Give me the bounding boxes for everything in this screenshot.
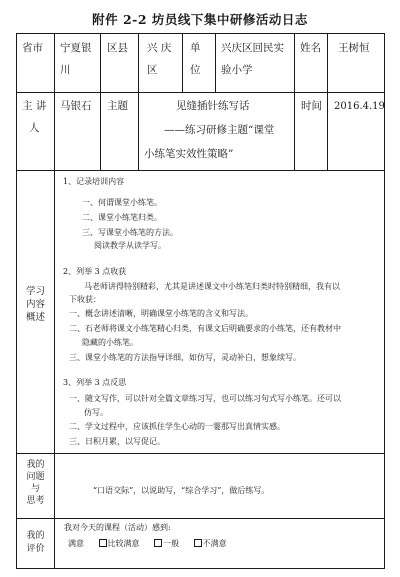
topic-line1: 见缝插针练写话 [176,100,250,112]
list-item: 阅读教学从读学写。 [94,241,166,250]
province-value-line2: 川 [60,64,71,76]
lecturer-value: 马银石 [60,100,92,112]
unit-label-line2: 位 [190,64,201,76]
section3-heading: 3、列举 3 点反思 [63,378,127,387]
list-item: 二、课堂小练笔归类。 [82,213,162,222]
list-item: 三、日积月累，以写促记。 [69,437,165,446]
topic-label: 主题 [107,100,128,112]
review-options [68,538,239,550]
option-satisfied[interactable]: 满意 [68,539,84,548]
county-value-line1: 兴 庆 [147,42,172,54]
list-item: 三、课堂小练笔的方法指导详细，如仿写，灵动补白，想象续写。 [69,353,301,362]
list-item: 二、学文过程中，应该抓住学生心动的一霎那写出真情实感。 [69,422,285,431]
county-value-line2: 区 [147,64,158,76]
review-label: 我的 评价 [26,531,45,554]
province-label: 省市 [22,42,43,54]
time-value: 2016.4.19 [334,101,385,112]
unit-value-line1: 兴庆区回民实 [221,42,284,54]
time-label: 时间 [301,100,322,112]
option-unsatisfied[interactable]: 不满意 [194,539,227,548]
section2-intro: 下收获： [69,295,101,304]
question-label: 我的 问题 与 思考 [26,460,45,506]
checkbox-icon [154,539,162,547]
county-label: 区县 [107,42,128,54]
document-title: 附件 2-2 坊员线下集中研修活动日志 [92,12,308,27]
section1-heading: 1、记录培训内容 [63,177,125,186]
lecturer-label-line1: 主 讲 [22,100,47,112]
unit-value-line2: 验小学 [221,64,253,76]
option-average[interactable]: 一般 [154,539,179,548]
question-text: “口语交际”，以说助写，“综合学习”，做后练写。 [93,486,270,495]
list-item: 三、写课堂小练笔的方法。 [82,228,178,237]
checkbox-icon [99,539,107,547]
topic-line3: 小练笔实效性策略” [144,148,234,160]
list-item: 一、何谓课堂小练笔。 [82,198,162,207]
review-prompt: 我对今天的课程（活动）感到: [64,523,171,532]
checkbox-icon [194,539,202,547]
list-item: 仿写。 [84,408,108,417]
lecturer-label-line2: 人 [29,122,40,134]
list-item: 隐藏的小练笔。 [82,338,138,347]
name-value: 王树恒 [338,42,370,54]
name-label: 姓名 [300,42,321,54]
list-item: 一、随文写作，可以针对全篇文章练习写，也可以练习句式写小练笔。还可以 [69,394,341,403]
unit-label-line1: 单 [190,42,201,54]
list-item: 一、概念讲述清晰，明确课堂小练笔的含义和写法。 [69,309,253,318]
list-item: 二、石老师将课文小练笔精心归类，有课文后明确要求的小练笔，还有教材中 [69,324,341,333]
topic-line2: ——练习研修主题“课堂 [164,124,275,136]
section2-intro: 马老师讲得特别精彩，尤其是讲述课文中小练笔归类时特别精细，我有以 [84,282,340,291]
option-fairly-satisfied[interactable]: 比较满意 [99,539,140,548]
study-label: 学习 内容 概述 [25,286,45,323]
province-value-line1: 宁夏银 [60,42,92,54]
section2-heading: 2、列举 3 点收获 [63,267,127,276]
